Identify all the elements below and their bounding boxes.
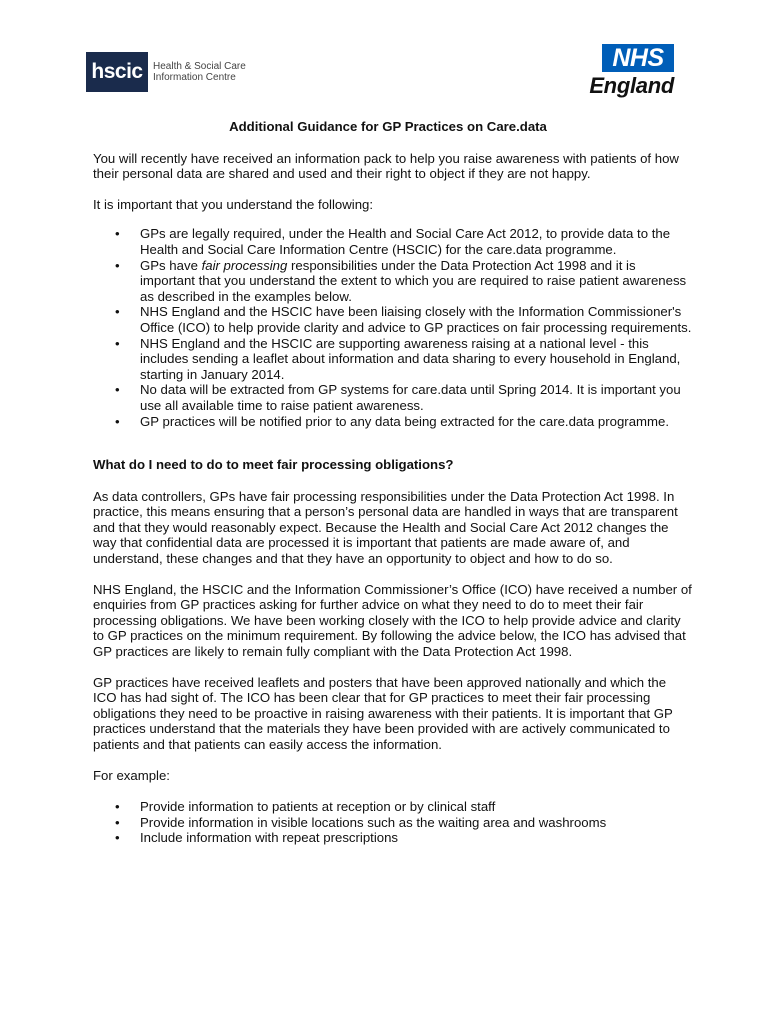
hscic-logo-line-2: Information Centre: [153, 72, 236, 83]
example-item: • Provide information to patients at reception or by clinical staff: [93, 799, 693, 815]
body-paragraph: As data controllers, GPs have fair processing responsibilities under the Data Protection Act 1998. In practice, this means ensuring that a person’s personal data are handled in ways that are transparent and that they would reasonably expect. Because the Health and Social Care Act 2012 changes the way that confidential data are processed it is important that patients are made aware of, and understand, these changes and that they have an opportunity to object and how to do so.: [93, 488, 678, 567]
key-point: • GP practices will be notified prior to any data being extracted for the care.data programme.: [93, 414, 693, 430]
key-point-emphasis: fair processing: [201, 257, 288, 273]
important-paragraph: It is important that you understand the following:: [93, 196, 374, 212]
key-point: [93, 258, 693, 305]
hscic-logo: [86, 52, 246, 92]
key-point: • NHS England and the HSCIC are supporting awareness raising at a national level - this includes sending a leaflet about information and data sharing to every household in England, starting in January 2014.: [93, 336, 693, 383]
key-point-text-before: GPs have: [140, 257, 202, 273]
example-item: • Include information with repeat prescriptions: [93, 830, 693, 846]
document-title: Additional Guidance for GP Practices on Care.data: [229, 119, 547, 134]
section-heading: What do I need to do to meet fair processing obligations?: [93, 457, 454, 473]
hscic-logo-mark: hscic: [86, 52, 148, 92]
examples-list: [93, 799, 693, 846]
document-body: [93, 119, 693, 861]
example-intro: For example:: [93, 767, 170, 783]
key-point-text-after: responsibilities under the Data Protection Act 1998 and it is important that you understand the extent to which you are required to raise patient awareness as described in the examples below.: [140, 257, 687, 304]
example-item: • Provide information in visible locations such as the waiting area and washrooms: [93, 815, 693, 831]
body-paragraph: NHS England, the HSCIC and the Information Commissioner’s Office (ICO) have received a number of enquiries from GP practices asking for further advice on what they need to do to meet their fair processing obligations. We have been working closely with the ICO to help provide advice and clarity to GP practices on the minimum requirement. By following the advice below, the ICO has advised that GP practices are likely to remain fully compliant with the Data Protection Act 1998.: [93, 581, 692, 660]
nhs-logo-region: England: [589, 73, 674, 98]
key-point: • NHS England and the HSCIC have been liaising closely with the Information Commissioner's Office (ICO) to help provide clarity and advice to GP practices on fair processing requirements.: [93, 304, 693, 335]
nhs-england-logo: [582, 44, 674, 98]
hscic-logo-text: [153, 61, 246, 83]
intro-paragraph: You will recently have received an information pack to help you raise awareness with patients of how their personal data are shared and used and their right to object if they are not happy.: [93, 150, 679, 182]
key-points-list: [93, 226, 693, 429]
hscic-logo-line-1: Health & Social Care: [153, 61, 246, 72]
key-point: • No data will be extracted from GP systems for care.data until Spring 2014. It is important you use all available time to raise patient awareness.: [93, 382, 693, 413]
key-point: • GPs are legally required, under the Health and Social Care Act 2012, to provide data to the Health and Social Care Information Centre (HSCIC) for the care.data programme.: [93, 226, 693, 257]
body-paragraph: GP practices have received leaflets and posters that have been approved nationally and which the ICO has had sight of. The ICO has been clear that for GP practices to meet their fair processing obligations they need to be proactive in raising awareness with their patients. It is important that GP practices understand that the materials they have been provided with are actively communicated to patients and that patients can easily access the information.: [93, 674, 673, 752]
nhs-logo-mark: NHS: [602, 44, 674, 72]
